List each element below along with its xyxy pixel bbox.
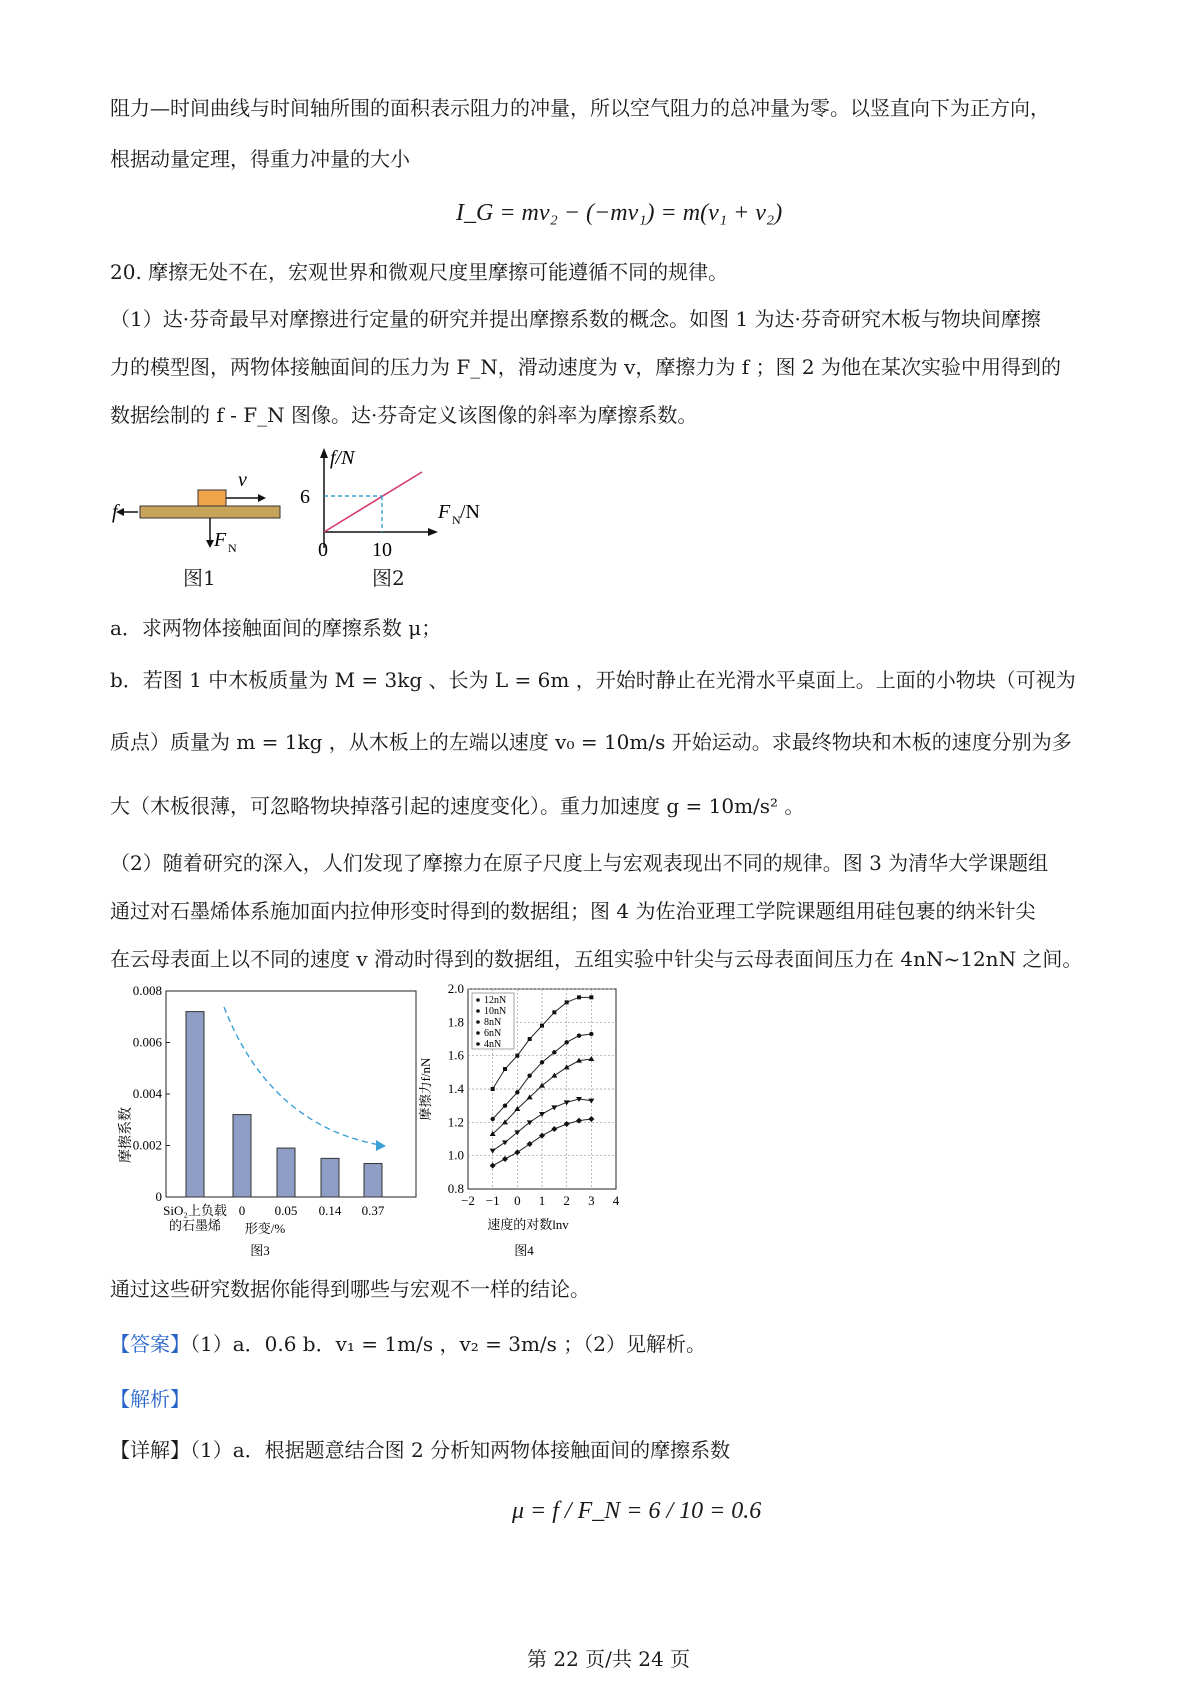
data-point <box>527 1073 531 1077</box>
y-axis-label: 摩擦力f/nN <box>418 1057 433 1121</box>
detail-tag: 【详解】 <box>110 1438 190 1462</box>
y-tick-label: 0 <box>155 1189 162 1204</box>
legend-marker <box>476 1031 480 1035</box>
data-point <box>564 1121 570 1127</box>
figure-4-scatter-chart <box>418 981 620 1260</box>
part-b-line: 大（木板很薄，可忽略物块掉落引起的速度变化）。重力加速度 g = 10m/s² 。 <box>110 794 805 818</box>
text-line: （2）随着研究的深入，人们发现了摩擦力在原子尺度上与宏观表现出不同的规律。图 3 为清华大学课题组 <box>110 851 1049 875</box>
x-axis-label: F <box>438 501 451 523</box>
text-line: 根据动量定理，得重力冲量的大小 <box>110 147 410 171</box>
data-point <box>540 1024 544 1028</box>
legend-label: 10nN <box>484 1006 507 1017</box>
normal-force-arrow-head <box>206 540 214 548</box>
data-point <box>539 1133 545 1139</box>
detail-line <box>110 1436 730 1464</box>
bar <box>364 1164 382 1197</box>
x-axis-sub: N <box>452 513 461 527</box>
data-point <box>589 1032 593 1036</box>
legend-marker <box>476 1009 480 1013</box>
data-point <box>551 1073 557 1078</box>
figure-3-caption: 图3 <box>250 1243 270 1258</box>
x-tick-label: 4 <box>612 1193 620 1208</box>
x-tick-label: −1 <box>485 1193 500 1208</box>
x-tick-label: 3 <box>588 1193 595 1208</box>
x-tick-label-line2: 的石墨烯 <box>168 1218 222 1233</box>
figure-1-caption: 图1 <box>183 566 216 590</box>
y-tick-label: 1.6 <box>447 1047 464 1063</box>
data-point <box>515 1054 519 1058</box>
y-tick-label: 0.006 <box>132 1034 162 1050</box>
data-point <box>503 1103 507 1107</box>
text-line: 阻力—时间曲线与时间轴所围的面积表示阻力的冲量，所以空气阻力的总冲量为零。以竖直向下为正方向， <box>110 96 1050 120</box>
x-tick-label: 0 <box>514 1193 521 1208</box>
x-tick-label: 1 <box>538 1193 546 1208</box>
figure-2-graph <box>290 448 490 560</box>
x-axis-title: 速度的对数lnv <box>487 1217 569 1232</box>
data-point <box>502 1156 508 1162</box>
data-point <box>577 995 581 999</box>
data-point <box>564 1040 568 1044</box>
bar <box>186 1012 204 1197</box>
y-axis-arrow <box>320 448 328 458</box>
figure-4-caption: 图4 <box>514 1243 534 1258</box>
data-point <box>565 1000 569 1004</box>
mu-formula: μ = f / F_N = 6 / 10 = 0.6 <box>512 1498 762 1524</box>
data-point <box>564 1064 570 1069</box>
f-fn-line <box>324 472 422 532</box>
x-tick-label: 0.37 <box>361 1203 385 1218</box>
velocity-arrow-head <box>258 494 266 502</box>
y-axis-label: 摩擦系数 <box>119 1107 134 1163</box>
x-axis-unit: /N <box>460 501 480 523</box>
x-tick-label: 10 <box>372 539 392 561</box>
x-tick-label: 0 <box>238 1203 246 1218</box>
data-point <box>588 1099 594 1104</box>
data-point <box>551 1126 557 1132</box>
legend-marker <box>476 1020 480 1024</box>
data-point <box>577 1033 581 1037</box>
part-b-line: 质点）质量为 m = 1kg ，从木板上的左端以速度 v₀ = 10m/s 开始运动。求最终物块和木板的速度分别为多 <box>110 730 1072 754</box>
x-axis-title: 形变/% <box>244 1221 286 1236</box>
fn-label: F <box>214 529 227 551</box>
board <box>140 506 280 518</box>
question-text: 通过这些研究数据你能得到哪些与宏观不一样的结论。 <box>110 1277 590 1301</box>
y-axis-label: f/N <box>330 447 355 469</box>
legend-label: 6nN <box>484 1028 502 1039</box>
figure-3-bar-chart <box>110 985 430 1260</box>
y-tick-label: 1.4 <box>447 1081 464 1096</box>
fn-sub: N <box>228 541 237 555</box>
x-tick-label: −2 <box>461 1193 475 1208</box>
data-point <box>514 1149 520 1155</box>
data-point <box>552 1050 556 1054</box>
answer-tag: 【答案】 <box>110 1332 190 1356</box>
data-point <box>502 1140 508 1145</box>
legend-marker <box>476 998 480 1002</box>
data-point <box>491 1087 495 1091</box>
y-tick-label: 6 <box>300 486 310 508</box>
answer-text: （1）a．0.6 b．v₁ = 1m/s ，v₂ = 3m/s ；（2）见解析。 <box>190 1332 707 1356</box>
data-point <box>527 1141 533 1147</box>
part-b-line: b．若图 1 中木板质量为 M = 3kg 、长为 L = 6m ，开始时静止在光滑水平桌面上。上面的小物块（可视为 <box>110 668 1076 692</box>
y-tick-label: 0.008 <box>132 983 162 998</box>
y-tick-label: 0.8 <box>447 1181 464 1196</box>
data-point <box>528 1037 532 1041</box>
x-tick-label: 0.14 <box>318 1203 342 1218</box>
f-label: f <box>112 501 118 523</box>
text-line: （1）达·芬奇最早对摩擦进行定量的研究并提出摩擦系数的概念。如图 1 为达·芬奇研究木板与物块间摩擦 <box>110 307 1041 331</box>
legend-label: 8nN <box>484 1017 502 1028</box>
data-point <box>551 1105 557 1110</box>
data-point <box>576 1118 582 1124</box>
text-line: 力的模型图，两物体接触面间的压力为 F_N，滑动速度为 v，摩擦力为 f ；图 2 为他在某次实验中用得到的 <box>110 355 1061 379</box>
figure-2-caption: 图2 <box>372 566 405 590</box>
data-point <box>490 1149 496 1154</box>
detail-text: （1）a．根据题意结合图 2 分析知两物体接触面间的摩擦系数 <box>190 1438 731 1462</box>
data-point <box>588 1056 594 1061</box>
y-tick-label: 1.8 <box>447 1014 464 1030</box>
question-intro: 20. 摩擦无处不在，宏观世界和微观尺度里摩擦可能遵循不同的规律。 <box>110 260 729 284</box>
text-line: 通过对石墨烯体系施加面内拉伸形变时得到的数据组；图 4 为佐治亚理工学院课题组用硅包裹的纳米针尖 <box>110 899 1036 923</box>
data-point <box>515 1090 519 1094</box>
data-point <box>539 1112 545 1117</box>
legend-label: 12nN <box>484 995 507 1006</box>
data-point <box>588 1116 594 1122</box>
legend-label: 4nN <box>484 1039 502 1050</box>
bar <box>277 1148 295 1197</box>
data-point <box>490 1163 496 1169</box>
block <box>198 490 226 506</box>
trend-arrow-head <box>376 1140 386 1151</box>
impulse-formula: I_G = mv₂ − (−mv₁) = m(v₁ + v₂) <box>456 200 783 226</box>
x-axis-arrow <box>428 528 438 536</box>
origin-label: 0 <box>318 539 328 561</box>
text-line: 数据绘制的 f - F_N 图像。达·芬奇定义该图像的斜率为摩擦系数。 <box>110 403 698 427</box>
x-tick-label: 2 <box>563 1193 570 1208</box>
y-tick-label: 2.0 <box>447 981 464 996</box>
y-tick-label: 0.002 <box>132 1137 162 1153</box>
y-tick-label: 0.004 <box>132 1086 162 1101</box>
data-point <box>503 1067 507 1071</box>
part-a: a．求两物体接触面间的摩擦系数 μ； <box>110 616 442 640</box>
v-label: v <box>238 469 247 491</box>
bar <box>233 1115 251 1197</box>
y-tick-label: 1.0 <box>447 1147 464 1163</box>
x-tick-label: SiO₂上负载 <box>163 1203 227 1218</box>
answer-line <box>110 1330 706 1358</box>
page-footer: 第 22 页/共 24 页 <box>527 1647 691 1671</box>
y-tick-label: 1.2 <box>447 1114 464 1130</box>
data-point <box>552 1010 556 1014</box>
data-point <box>540 1060 544 1064</box>
text-line: 在云母表面上以不同的速度 v 滑动时得到的数据组，五组实验中针尖与云母表面间压力在 4nN~12nN 之间。 <box>110 947 1083 971</box>
x-tick-label: 0.05 <box>274 1203 298 1218</box>
bar <box>321 1158 339 1197</box>
data-point <box>490 1117 494 1121</box>
legend-marker <box>476 1042 480 1046</box>
analysis-tag: 【解析】 <box>110 1387 190 1411</box>
data-point <box>589 995 593 999</box>
